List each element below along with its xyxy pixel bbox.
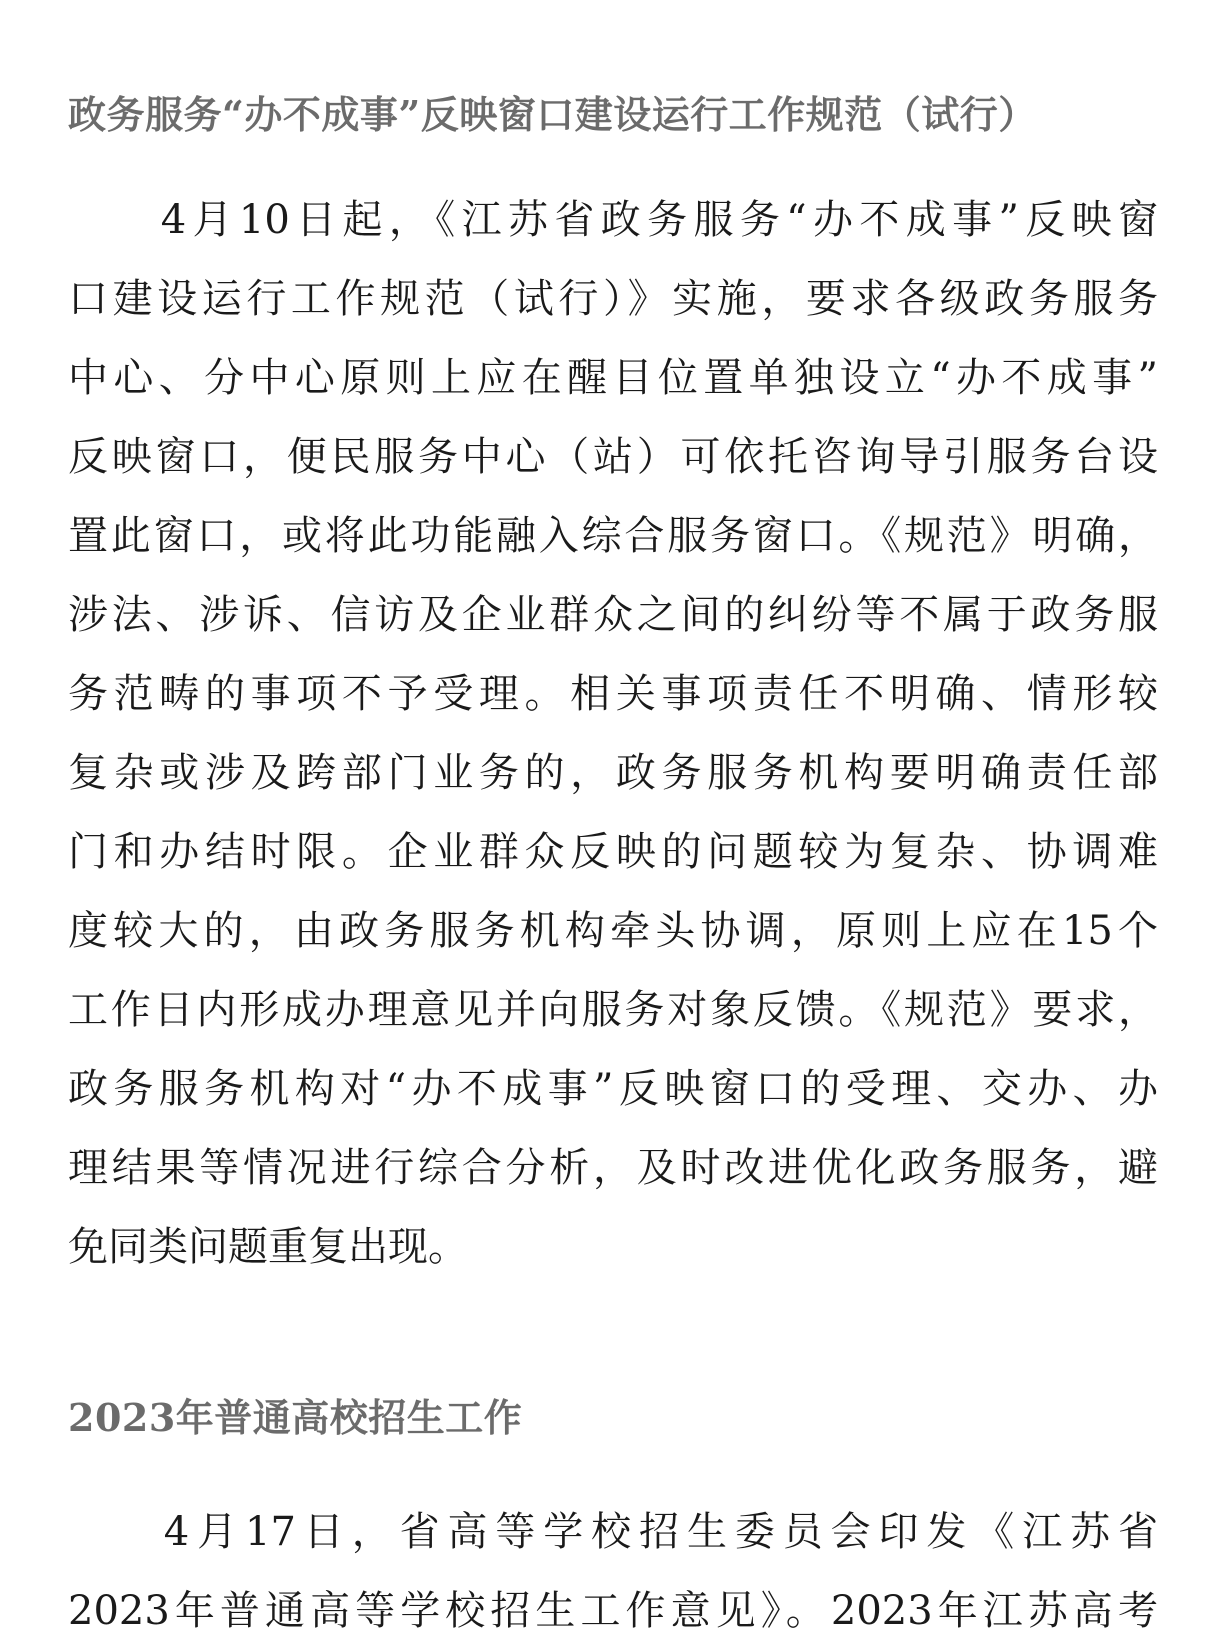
paragraph-line: 涉法、涉诉、信访及企业群众之间的纠纷等不属于政务服 bbox=[68, 592, 1158, 638]
paragraph-line: 度较大的，由政务服务机构牵头协调，原则上应在15个 bbox=[68, 908, 1158, 954]
paragraph-line: 口建设运行工作规范（试行）》实施，要求各级政务服务 bbox=[68, 276, 1158, 322]
paragraph-line: 门和办结时限。企业群众反映的问题较为复杂、协调难 bbox=[68, 829, 1158, 875]
paragraph-line: 复杂或涉及跨部门业务的，政务服务机构要明确责任部 bbox=[68, 750, 1158, 796]
section-paragraph bbox=[68, 181, 1158, 1287]
paragraph-line: 工作日内形成办理意见并向服务对象反馈。《规范》要求， bbox=[68, 987, 1158, 1033]
paragraph-line: 理结果等情况进行综合分析，及时改进优化政务服务，避 bbox=[68, 1145, 1158, 1191]
paragraph-line: 政务服务机构对“办不成事”反映窗口的受理、交办、办 bbox=[68, 1066, 1158, 1112]
section-paragraph bbox=[68, 1493, 1158, 1651]
paragraph-line: 免同类问题重复出现。 bbox=[68, 1224, 468, 1270]
paragraph-line: 4月17日，省高等学校招生委员会印发《江苏省 bbox=[68, 1509, 1158, 1555]
paragraph-line: 中心、分中心原则上应在醒目位置单独设立“办不成事” bbox=[68, 355, 1158, 401]
paragraph-line: 4月10日起，《江苏省政务服务“办不成事”反映窗 bbox=[68, 197, 1158, 243]
section-title: 2023年普通高校招生工作 bbox=[68, 1395, 523, 1440]
paragraph-line: 置此窗口，或将此功能融入综合服务窗口。《规范》明确， bbox=[68, 513, 1158, 559]
paragraph-line: 反映窗口，便民服务中心（站）可依托咨询导引服务台设 bbox=[68, 434, 1158, 480]
paragraph-line: 2023年普通高等学校招生工作意见》。2023年江苏高考 bbox=[68, 1588, 1158, 1634]
paragraph-line: 务范畴的事项不予受理。相关事项责任不明确、情形较 bbox=[68, 671, 1158, 717]
section-title: 政务服务“办不成事”反映窗口建设运行工作规范（试行） bbox=[68, 92, 1037, 137]
